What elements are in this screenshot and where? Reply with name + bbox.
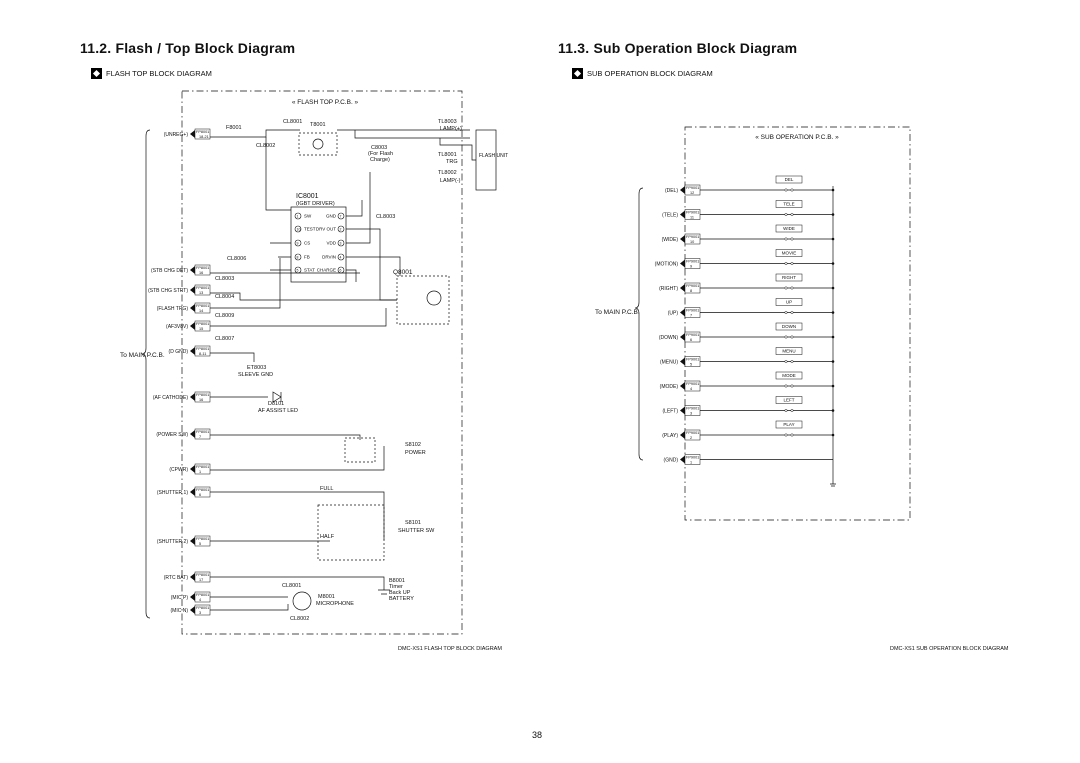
- connector-ref: FP8001: [196, 593, 210, 597]
- cl8006-label: CL8006: [227, 256, 247, 262]
- junction-dot: [832, 262, 835, 265]
- switch-contact: [785, 311, 787, 313]
- lamp-plus-label: LAMP(+): [440, 126, 462, 132]
- signal-name: (AF3V8V): [166, 324, 188, 330]
- connector-ref: FP8001: [196, 606, 210, 610]
- full-label: FULL: [320, 486, 334, 492]
- ic-pin-number: 6: [339, 268, 342, 273]
- junction-dot: [832, 409, 835, 412]
- tl8002-label: TL8002: [438, 170, 457, 176]
- cl8001-label: CL8001: [283, 119, 303, 125]
- flash-heading-label: FLASH TOP BLOCK DIAGRAM: [106, 69, 212, 78]
- ic-pin-number: 1: [296, 214, 299, 219]
- signal-name: (UNREG+): [163, 132, 188, 138]
- sub-heading-label: SUB OPERATION BLOCK DIAGRAM: [587, 69, 713, 78]
- signal-name: (MIC N): [170, 608, 188, 614]
- power-label: POWER: [405, 450, 426, 456]
- connector-pin: 5: [199, 542, 202, 546]
- connector-arrow: [680, 382, 685, 390]
- cl8002b-label: CL8002: [290, 616, 310, 622]
- switch-contact: [791, 336, 793, 338]
- connector-pin: 3: [199, 611, 202, 615]
- connector-pin: 16: [199, 271, 204, 275]
- f8001-label: F8001: [226, 125, 242, 131]
- connector-arrow: [190, 430, 195, 438]
- switch-label: PLAY: [783, 422, 795, 427]
- ic-pin-label: DRVIN: [322, 254, 336, 260]
- connector-ref: FP9001: [686, 357, 700, 362]
- s8102-label: S8102: [405, 442, 421, 448]
- connector-arrow: [680, 309, 685, 317]
- charge-label: Charge): [370, 157, 390, 163]
- ic-pin-label: DRV OUT: [315, 226, 336, 232]
- dgnd-wiring: [210, 353, 254, 362]
- connector-arrow: [190, 606, 195, 614]
- connector-ref: FP9001: [686, 455, 700, 460]
- cl8002-label: CL8002: [256, 143, 276, 149]
- flash-main-brace: [142, 130, 150, 618]
- sub-signal-name: (MODE): [659, 384, 678, 390]
- signal-name: (RTC BAT): [163, 575, 188, 581]
- connector-pin: 1: [690, 460, 693, 465]
- flash-unit-label: FLASH UNIT: [479, 153, 509, 159]
- ic-pin-label: SW: [304, 213, 312, 219]
- cl8003b-label: CL8003: [215, 276, 235, 282]
- connector-pin: 4: [199, 598, 202, 602]
- signal-name: (MIC P): [170, 595, 188, 601]
- flash-pcb-boundary: [182, 91, 462, 634]
- connector-pin: 6: [199, 493, 202, 497]
- signal-name: (CPWR): [169, 467, 188, 473]
- signal-name: (SHUTTER 2): [156, 539, 188, 545]
- connector-pin: 14: [199, 309, 204, 313]
- d8101-label: D8101: [268, 401, 285, 407]
- q8001-box: [397, 276, 449, 324]
- switch-contact: [785, 189, 787, 191]
- et8003-label: ET8003: [247, 365, 267, 371]
- connector-pin: 16: [199, 398, 204, 402]
- ic8001-ref: IC8001: [296, 193, 319, 200]
- connector-ref: FP9001: [686, 259, 700, 264]
- half-label: HALF: [320, 534, 335, 540]
- microphone-symbol: [293, 592, 311, 610]
- connector-pin: 7: [199, 435, 202, 439]
- connector-arrow: [680, 260, 685, 268]
- sub-signal-name: (WIDE): [661, 237, 678, 243]
- power-sw-box: [345, 438, 375, 462]
- switch-contact: [791, 360, 793, 362]
- ic-pin-label: TEST: [304, 226, 316, 232]
- battery-label: BATTERY: [389, 596, 414, 602]
- connector-pin: 6: [690, 338, 693, 342]
- backup-label: Back UP: [389, 590, 411, 596]
- ic-pin-label: CHARGE: [316, 267, 336, 273]
- ic-pin-label: VDD: [326, 240, 336, 246]
- signal-name: (POWER SW): [156, 432, 188, 438]
- switch-contact: [785, 360, 787, 362]
- sub-signal-name: (MENU): [659, 359, 678, 366]
- t8001-coil: [313, 139, 323, 149]
- flash-footer: DMC-XS1 FLASH TOP BLOCK DIAGRAM: [398, 646, 502, 652]
- connector-arrow: [190, 573, 195, 581]
- connector-arrow: [680, 284, 685, 292]
- connector-pin: 11: [690, 215, 694, 220]
- connector-ref: FP9001: [686, 406, 700, 411]
- connector-ref: FP8001: [196, 393, 210, 397]
- connector-ref: FP8001: [196, 286, 210, 290]
- connector-pin: 10: [690, 240, 695, 244]
- s8101-label: S8101: [405, 520, 421, 526]
- signal-name: (AF CATHODE): [152, 395, 188, 401]
- ic-pin-number: 9: [296, 241, 299, 246]
- switch-contact: [791, 189, 793, 191]
- connector-pin: 13: [199, 291, 204, 295]
- switch-label: TELE: [783, 201, 795, 207]
- sleeve-gnd-label: SLEEVE GND: [238, 372, 274, 378]
- signal-name: (STB CHG DET): [151, 268, 188, 274]
- sub-signal-name: (PLAY): [662, 433, 678, 439]
- sub-signal-name: (DEL): [664, 188, 678, 194]
- switch-label: MODE: [782, 373, 796, 378]
- signal-name: (STB CHG STRT): [148, 288, 188, 294]
- signal-name: (FLASH TRG): [156, 306, 188, 312]
- switch-contact: [791, 434, 793, 436]
- timer-label: Timer: [389, 584, 403, 590]
- switch-contact: [785, 385, 787, 387]
- cl8003-label: CL8003: [376, 214, 396, 220]
- ic-right-wiring: [346, 172, 400, 300]
- connector-pin: 18-21: [199, 135, 209, 139]
- connector-arrow: [680, 358, 685, 366]
- switch-label: UP: [785, 299, 793, 305]
- cl8007-label: CL8007: [215, 336, 235, 342]
- for-flash-label: (For Flash: [368, 151, 394, 157]
- trg-label: TRG: [446, 159, 458, 165]
- connector-ref: FP8001: [196, 304, 210, 308]
- switch-wiring: [210, 435, 384, 541]
- microphone-label: MICROPHONE: [316, 601, 354, 607]
- sub-signal-name: (MOTION): [654, 261, 678, 268]
- switch-label: WIDE: [783, 226, 795, 231]
- switch-contact: [785, 336, 787, 338]
- sub-signal-name: (TELE): [662, 212, 678, 219]
- cl8009-label: CL8009: [215, 313, 235, 319]
- connector-arrow: [190, 347, 195, 355]
- connector-pin: 1: [199, 470, 202, 474]
- sub-to-main: To MAIN P.C.B.: [595, 309, 640, 316]
- connector-arrow: [190, 130, 195, 138]
- switch-contact: [791, 311, 793, 313]
- connector-pin: 9: [690, 264, 693, 269]
- sub-row-wiring: [700, 190, 833, 460]
- junction-dot: [832, 189, 835, 192]
- flash-to-main: To MAIN P.C.B.: [120, 352, 165, 359]
- switch-contact: [791, 385, 793, 387]
- signal-name: (D GND): [168, 349, 188, 355]
- switch-contact: [791, 238, 793, 240]
- connector-arrow: [680, 186, 685, 194]
- connector-pin: 5: [690, 362, 693, 367]
- junction-dot: [832, 336, 835, 339]
- sub-signal-name: (DOWN): [658, 335, 678, 341]
- connector-ref: FP9001: [686, 235, 700, 239]
- connector-ref: FP9001: [686, 382, 700, 386]
- connector-arrow: [190, 286, 195, 294]
- ic-pin-number: 10: [296, 227, 301, 232]
- tl8003-label: TL8003: [438, 119, 457, 125]
- ic-pin-label: GND: [326, 213, 336, 219]
- connector-ref: FP8001: [196, 130, 210, 134]
- connector-pin: 15: [199, 327, 204, 331]
- junction-dot: [832, 213, 835, 216]
- connector-arrow: [680, 456, 685, 464]
- connector-arrow: [680, 235, 685, 243]
- connector-pin: 12: [690, 191, 695, 195]
- switch-contact: [791, 213, 793, 215]
- switch-contact: [785, 287, 787, 289]
- flash-section-title: 11.2. Flash / Top Block Diagram: [80, 40, 296, 56]
- lamp-minus-label: LAMP(-): [440, 178, 461, 184]
- tl8001-label: TL8001: [438, 152, 457, 158]
- signal-name: (SHUTTER 1): [156, 490, 188, 496]
- sub-footer: DMC-XS1 SUB OPERATION BLOCK DIAGRAM: [890, 646, 1009, 652]
- flash-board-title: « FLASH TOP P.C.B. »: [291, 99, 359, 106]
- switch-label: RIGHT: [782, 275, 796, 280]
- connector-arrow: [190, 488, 195, 496]
- sub-ground-symbol: [830, 484, 836, 486]
- junction-dot: [832, 238, 835, 241]
- connector-arrow: [680, 431, 685, 439]
- connector-ref: FP9001: [686, 210, 700, 215]
- switch-contact: [785, 434, 787, 436]
- connector-ref: FP8001: [196, 347, 210, 351]
- b8001-label: B8001: [389, 578, 405, 584]
- connector-pin: 2: [690, 436, 693, 440]
- connector-pin: 4: [690, 387, 693, 391]
- q8001-label: Q8001: [393, 269, 413, 276]
- c8003-label: C8003: [371, 145, 388, 151]
- q8001-transistor: [427, 291, 441, 305]
- switch-contact: [791, 287, 793, 289]
- ic-pin-number: 3: [339, 241, 342, 246]
- connector-ref: FP8001: [196, 488, 210, 492]
- flash-unit-box: [476, 130, 496, 190]
- connector-ref: FP9001: [686, 308, 700, 313]
- t8001-box: [299, 133, 337, 155]
- switch-label: DOWN: [781, 324, 797, 329]
- connector-arrow: [190, 322, 195, 330]
- connector-arrow: [680, 407, 685, 415]
- af-assist-label: AF ASSIST LED: [258, 408, 298, 414]
- m8001-label: M8001: [318, 594, 335, 600]
- ic-pin-number: 8: [296, 255, 299, 260]
- connector-pin: 7: [690, 313, 693, 318]
- connector-ref: FP9001: [686, 186, 700, 190]
- cl8004-label: CL8004: [215, 294, 235, 300]
- switch-contact: [791, 262, 793, 264]
- t8001-label: T8001: [310, 122, 326, 128]
- cl8001b-label: CL8001: [282, 583, 302, 589]
- connector-ref: FP8001: [196, 465, 210, 469]
- ic-pin-label: FB: [304, 254, 310, 260]
- switch-label: MENU: [782, 348, 796, 354]
- connector-ref: FP9001: [686, 431, 700, 435]
- switch-contact: [785, 213, 787, 215]
- ic8001-name: (IGBT DRIVER): [296, 201, 335, 207]
- sub-signal-name: (GND): [663, 457, 678, 464]
- switch-label: DEL: [784, 177, 794, 182]
- connector-pin: 17: [199, 578, 204, 582]
- ic-pin-label: STAT: [304, 267, 315, 273]
- junction-dot: [832, 434, 835, 437]
- connector-ref: FP8001: [196, 537, 210, 541]
- connector-ref: FP8001: [196, 266, 210, 270]
- switch-contact: [785, 409, 787, 411]
- sub-signal-name: (LEFT): [662, 408, 678, 415]
- page-number: 38: [532, 730, 543, 740]
- connector-arrow: [190, 304, 195, 312]
- connector-arrow: [190, 537, 195, 545]
- ic-pin-number: 5: [296, 268, 299, 273]
- junction-dot: [832, 287, 835, 290]
- junction-dot: [832, 360, 835, 363]
- sub-main-brace: [635, 188, 643, 460]
- connector-ref: FP8001: [196, 573, 210, 577]
- connector-arrow: [680, 211, 685, 219]
- connector-ref: FP8001: [196, 322, 210, 326]
- shutter-sw-box: [318, 505, 384, 560]
- shutter-sw-label: SHUTTER SW: [398, 528, 435, 534]
- sub-signal-name: (RIGHT): [659, 286, 678, 292]
- sub-board-title: « SUB OPERATION P.C.B. »: [755, 134, 839, 141]
- sub-section-title: 11.3. Sub Operation Block Diagram: [558, 40, 798, 56]
- connector-ref: FP9001: [686, 284, 700, 288]
- connector-ref: FP9001: [686, 333, 700, 337]
- switch-contact: [785, 238, 787, 240]
- ic-pin-number: 4: [339, 255, 342, 260]
- connector-ref: FP8001: [196, 430, 210, 434]
- junction-dot: [832, 311, 835, 314]
- switch-label: MOVIE: [781, 250, 797, 256]
- connector-arrow: [190, 593, 195, 601]
- connector-pin: 3: [690, 411, 693, 416]
- ic-pin-number: 7: [339, 214, 342, 219]
- connector-pin: 8-11: [199, 352, 207, 356]
- ic-left-wiring: [266, 137, 291, 270]
- connector-arrow: [680, 333, 685, 341]
- switch-contact: [785, 262, 787, 264]
- sub-signal-name: (UP): [667, 310, 678, 317]
- connector-arrow: [190, 465, 195, 473]
- connector-pin: 8: [690, 289, 693, 293]
- switch-label: LEFT: [783, 397, 795, 403]
- switch-contact: [791, 409, 793, 411]
- junction-dot: [832, 385, 835, 388]
- connector-arrow: [190, 266, 195, 274]
- ic-pin-number: 2: [339, 227, 342, 232]
- connector-arrow: [190, 393, 195, 401]
- unreg-line: [210, 130, 470, 137]
- ic-pin-label: CS: [304, 240, 311, 246]
